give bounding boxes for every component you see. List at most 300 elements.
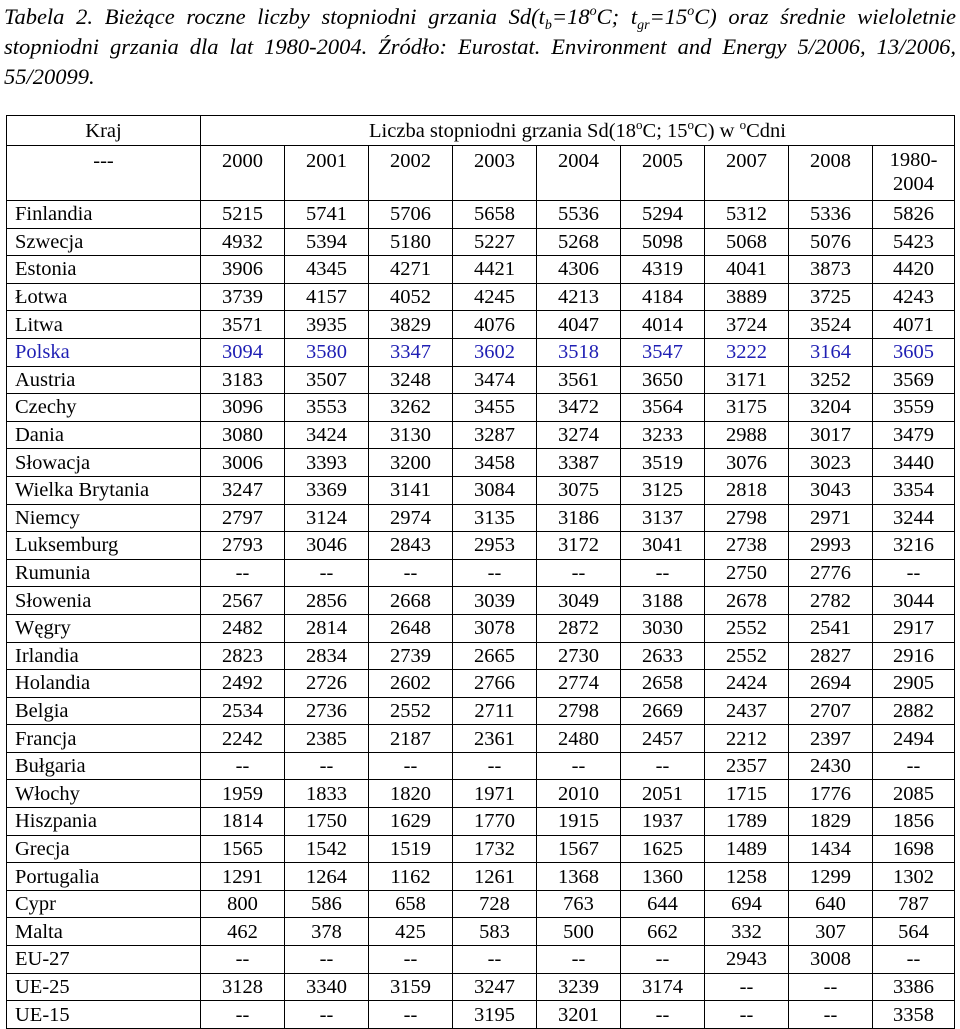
value-cell: -- [873, 946, 955, 974]
value-cell: 3559 [873, 394, 955, 422]
value-cell: 3188 [621, 587, 705, 615]
value-cell: 3080 [201, 421, 285, 449]
value-cell: 3171 [705, 366, 789, 394]
value-cell: 2051 [621, 780, 705, 808]
header-title-sup: o [687, 116, 695, 132]
country-cell: UE-15 [7, 1001, 201, 1029]
table-row [7, 504, 955, 532]
value-cell: 5336 [789, 201, 873, 229]
value-cell: 1162 [369, 863, 453, 891]
value-cell: 3602 [453, 338, 537, 366]
value-cell: 2567 [201, 587, 285, 615]
value-cell: 3455 [453, 394, 537, 422]
value-cell: 2856 [285, 587, 369, 615]
table-row [7, 808, 955, 836]
value-cell: 3386 [873, 973, 955, 1001]
value-cell: 3175 [705, 394, 789, 422]
caption-text: C; t [596, 4, 638, 29]
country-cell: Wielka Brytania [7, 476, 201, 504]
value-cell: -- [369, 1001, 453, 1029]
value-cell: 3164 [789, 338, 873, 366]
value-cell: 1291 [201, 863, 285, 891]
header-title-text: C) w [694, 119, 740, 142]
value-cell: 2678 [705, 587, 789, 615]
country-cell: Niemcy [7, 504, 201, 532]
value-cell: -- [873, 559, 955, 587]
value-cell: 5068 [705, 228, 789, 256]
value-cell: 2726 [285, 670, 369, 698]
value-cell: 787 [873, 890, 955, 918]
value-cell: 3393 [285, 449, 369, 477]
value-cell: -- [621, 752, 705, 780]
value-cell: 2782 [789, 587, 873, 615]
table-row [7, 311, 955, 339]
value-cell: 2774 [537, 670, 621, 698]
country-cell: Czechy [7, 394, 201, 422]
value-cell: 3204 [789, 394, 873, 422]
value-cell: 3017 [789, 421, 873, 449]
value-cell: 4047 [537, 311, 621, 339]
value-cell: 1519 [369, 835, 453, 863]
value-cell: 586 [285, 890, 369, 918]
value-cell: 2552 [369, 697, 453, 725]
value-cell: 5098 [621, 228, 705, 256]
value-cell: 3547 [621, 338, 705, 366]
value-cell: 3006 [201, 449, 285, 477]
value-cell: 3041 [621, 532, 705, 560]
country-cell: Estonia [7, 256, 201, 284]
value-cell: 3135 [453, 504, 537, 532]
value-cell: 2872 [537, 614, 621, 642]
value-cell: 5741 [285, 201, 369, 229]
country-cell: Irlandia [7, 642, 201, 670]
value-cell: 3440 [873, 449, 955, 477]
caption-superscript: o [589, 4, 597, 19]
value-cell: 1565 [201, 835, 285, 863]
year-header: 2004 [537, 146, 621, 201]
value-cell: -- [285, 752, 369, 780]
value-cell: -- [789, 973, 873, 1001]
value-cell: 2776 [789, 559, 873, 587]
value-cell: 5268 [537, 228, 621, 256]
value-cell: -- [453, 752, 537, 780]
value-cell: 2361 [453, 725, 537, 753]
table-row [7, 366, 955, 394]
table-row [7, 918, 955, 946]
value-cell: 2480 [537, 725, 621, 753]
value-cell: 3507 [285, 366, 369, 394]
value-cell: 4420 [873, 256, 955, 284]
value-cell: 3247 [201, 476, 285, 504]
value-cell: 5227 [453, 228, 537, 256]
value-cell: 3201 [537, 1001, 621, 1029]
value-cell: 1258 [705, 863, 789, 891]
value-cell: -- [201, 1001, 285, 1029]
caption-superscript: o [687, 4, 695, 19]
table-row [7, 201, 955, 229]
value-cell: 3094 [201, 338, 285, 366]
value-cell: -- [285, 559, 369, 587]
value-cell: 2482 [201, 614, 285, 642]
value-cell: 2648 [369, 614, 453, 642]
value-cell: 3128 [201, 973, 285, 1001]
value-cell: -- [201, 946, 285, 974]
header-row2-first: --- [7, 146, 201, 201]
header-title-sup: o [636, 116, 643, 132]
value-cell: 3008 [789, 946, 873, 974]
value-cell: 2917 [873, 614, 955, 642]
value-cell: 644 [621, 890, 705, 918]
country-cell: Polska [7, 338, 201, 366]
value-cell: 5294 [621, 201, 705, 229]
value-cell: 2457 [621, 725, 705, 753]
value-cell: 2818 [705, 476, 789, 504]
value-cell: 2798 [537, 697, 621, 725]
value-cell: 3174 [621, 973, 705, 1001]
value-cell: 3889 [705, 283, 789, 311]
value-cell: 2993 [789, 532, 873, 560]
value-cell: -- [285, 946, 369, 974]
value-cell: 1299 [789, 863, 873, 891]
value-cell: 3571 [201, 311, 285, 339]
value-cell: 2814 [285, 614, 369, 642]
value-cell: 1489 [705, 835, 789, 863]
table-row [7, 283, 955, 311]
value-cell: 5215 [201, 201, 285, 229]
value-cell: 3524 [789, 311, 873, 339]
value-cell: 2943 [705, 946, 789, 974]
value-cell: 3130 [369, 421, 453, 449]
value-cell: 5706 [369, 201, 453, 229]
table-row [7, 338, 955, 366]
value-cell: 378 [285, 918, 369, 946]
value-cell: 1937 [621, 808, 705, 836]
value-cell: 3358 [873, 1001, 955, 1029]
value-cell: -- [621, 946, 705, 974]
value-cell: 3239 [537, 973, 621, 1001]
value-cell: 1770 [453, 808, 537, 836]
value-cell: -- [621, 559, 705, 587]
value-cell: 3125 [621, 476, 705, 504]
table-row [7, 476, 955, 504]
heating-degree-days-table [6, 115, 955, 1029]
value-cell: 3159 [369, 973, 453, 1001]
value-cell: 1820 [369, 780, 453, 808]
table-row [7, 228, 955, 256]
value-cell: 1629 [369, 808, 453, 836]
table-caption [4, 2, 956, 92]
value-cell: 3873 [789, 256, 873, 284]
value-cell: 2010 [537, 780, 621, 808]
value-cell: 2738 [705, 532, 789, 560]
value-cell: 640 [789, 890, 873, 918]
value-cell: 4345 [285, 256, 369, 284]
value-cell: -- [705, 1001, 789, 1029]
country-cell: Austria [7, 366, 201, 394]
value-cell: 658 [369, 890, 453, 918]
value-cell: 1856 [873, 808, 955, 836]
value-cell: 2552 [705, 614, 789, 642]
value-cell: 500 [537, 918, 621, 946]
value-cell: -- [621, 1001, 705, 1029]
value-cell: 3244 [873, 504, 955, 532]
country-cell: Włochy [7, 780, 201, 808]
value-cell: 4184 [621, 283, 705, 311]
country-cell: Portugalia [7, 863, 201, 891]
value-cell: 3580 [285, 338, 369, 366]
value-cell: 3553 [285, 394, 369, 422]
value-cell: 2694 [789, 670, 873, 698]
table-row [7, 614, 955, 642]
value-cell: 3369 [285, 476, 369, 504]
value-cell: 3347 [369, 338, 453, 366]
value-cell: 1829 [789, 808, 873, 836]
caption-subscript: gr [637, 18, 650, 33]
value-cell: 2665 [453, 642, 537, 670]
value-cell: 3458 [453, 449, 537, 477]
country-cell: UE-25 [7, 973, 201, 1001]
value-cell: -- [873, 752, 955, 780]
value-cell: -- [201, 752, 285, 780]
value-cell: 1959 [201, 780, 285, 808]
country-cell: Malta [7, 918, 201, 946]
table-row [7, 697, 955, 725]
country-cell: Słowenia [7, 587, 201, 615]
value-cell: 2357 [705, 752, 789, 780]
value-cell: 4076 [453, 311, 537, 339]
value-cell: 3216 [873, 532, 955, 560]
year-header: 2003 [453, 146, 537, 201]
value-cell: -- [285, 1001, 369, 1029]
value-cell: -- [369, 752, 453, 780]
value-cell: 5536 [537, 201, 621, 229]
value-cell: 4421 [453, 256, 537, 284]
value-cell: 425 [369, 918, 453, 946]
value-cell: 3262 [369, 394, 453, 422]
value-cell: 2905 [873, 670, 955, 698]
value-cell: 1776 [789, 780, 873, 808]
year-header: 2001 [285, 146, 369, 201]
value-cell: 4319 [621, 256, 705, 284]
value-cell: 4245 [453, 283, 537, 311]
value-cell: 1360 [621, 863, 705, 891]
value-cell: 564 [873, 918, 955, 946]
value-cell: 2669 [621, 697, 705, 725]
value-cell: -- [453, 559, 537, 587]
country-cell: EU-27 [7, 946, 201, 974]
value-cell: 3252 [789, 366, 873, 394]
value-cell: 3183 [201, 366, 285, 394]
value-cell: 2988 [705, 421, 789, 449]
value-cell: 2534 [201, 697, 285, 725]
value-cell: -- [369, 946, 453, 974]
table-row [7, 587, 955, 615]
country-cell: Cypr [7, 890, 201, 918]
country-cell: Finlandia [7, 201, 201, 229]
value-cell: 4157 [285, 283, 369, 311]
value-cell: 2974 [369, 504, 453, 532]
value-cell: 2739 [369, 642, 453, 670]
value-cell: 3039 [453, 587, 537, 615]
value-cell: 2834 [285, 642, 369, 670]
value-cell: 2766 [453, 670, 537, 698]
table-row [7, 421, 955, 449]
header-title-sup: o [739, 116, 747, 132]
value-cell: -- [537, 946, 621, 974]
country-cell: Litwa [7, 311, 201, 339]
value-cell: 763 [537, 890, 621, 918]
year-header: 2008 [789, 146, 873, 201]
value-cell: 2397 [789, 725, 873, 753]
country-cell: Węgry [7, 614, 201, 642]
value-cell: 3274 [537, 421, 621, 449]
table-row [7, 532, 955, 560]
value-cell: 2602 [369, 670, 453, 698]
value-cell: 5312 [705, 201, 789, 229]
header-country: Kraj [7, 116, 201, 146]
value-cell: 3195 [453, 1001, 537, 1029]
value-cell: 3030 [621, 614, 705, 642]
table-row [7, 946, 955, 974]
value-cell: 3172 [537, 532, 621, 560]
value-cell: 2242 [201, 725, 285, 753]
table-row [7, 394, 955, 422]
value-cell: 2494 [873, 725, 955, 753]
value-cell: 4306 [537, 256, 621, 284]
caption-text: =18 [551, 4, 590, 29]
value-cell: 3424 [285, 421, 369, 449]
country-cell: Słowacja [7, 449, 201, 477]
table-row [7, 559, 955, 587]
value-cell: 1261 [453, 863, 537, 891]
table-body [7, 116, 955, 1029]
value-cell: 2552 [705, 642, 789, 670]
header-row [7, 116, 955, 146]
value-cell: 3387 [537, 449, 621, 477]
value-cell: 3044 [873, 587, 955, 615]
value-cell: 3340 [285, 973, 369, 1001]
value-cell: 3569 [873, 366, 955, 394]
value-cell: 2541 [789, 614, 873, 642]
value-cell: 4213 [537, 283, 621, 311]
value-cell: 1971 [453, 780, 537, 808]
value-cell: 2212 [705, 725, 789, 753]
value-cell: 2797 [201, 504, 285, 532]
country-cell: Holandia [7, 670, 201, 698]
year-header: 1980-2004 [873, 146, 955, 201]
value-cell: 3049 [537, 587, 621, 615]
value-cell: 3479 [873, 421, 955, 449]
value-cell: 2187 [369, 725, 453, 753]
value-cell: 2730 [537, 642, 621, 670]
value-cell: 1750 [285, 808, 369, 836]
value-cell: 3076 [705, 449, 789, 477]
year-header: 2007 [705, 146, 789, 201]
caption-text: C) oraz średnie wieloletnie stopniodni grzania dla lat 1980-2004. Źródło: Eurostat. Environment and Energy 5/2006, 13/2006, 55/20099. [4, 4, 956, 89]
table-row [7, 890, 955, 918]
value-cell: 3605 [873, 338, 955, 366]
value-cell: 2953 [453, 532, 537, 560]
value-cell: -- [537, 559, 621, 587]
value-cell: 4932 [201, 228, 285, 256]
value-cell: 5180 [369, 228, 453, 256]
value-cell: 1434 [789, 835, 873, 863]
value-cell: 4014 [621, 311, 705, 339]
value-cell: 1567 [537, 835, 621, 863]
value-cell: 5658 [453, 201, 537, 229]
value-cell: 3222 [705, 338, 789, 366]
table-row [7, 449, 955, 477]
value-cell: 3200 [369, 449, 453, 477]
value-cell: 2711 [453, 697, 537, 725]
value-cell: 4243 [873, 283, 955, 311]
table-row [7, 835, 955, 863]
value-cell: 3474 [453, 366, 537, 394]
header-title-text: C; 15 [642, 119, 688, 142]
value-cell: 5826 [873, 201, 955, 229]
value-cell: 2492 [201, 670, 285, 698]
value-cell: 2843 [369, 532, 453, 560]
header-title [201, 116, 955, 146]
value-cell: 3354 [873, 476, 955, 504]
value-cell: 2736 [285, 697, 369, 725]
value-cell: 662 [621, 918, 705, 946]
value-cell: 332 [705, 918, 789, 946]
country-cell: Szwecja [7, 228, 201, 256]
table-row [7, 752, 955, 780]
value-cell: 3518 [537, 338, 621, 366]
value-cell: 3137 [621, 504, 705, 532]
value-cell: 2424 [705, 670, 789, 698]
country-cell: Rumunia [7, 559, 201, 587]
value-cell: 583 [453, 918, 537, 946]
table-row [7, 780, 955, 808]
value-cell: 3247 [453, 973, 537, 1001]
value-cell: -- [705, 973, 789, 1001]
country-cell: Luksemburg [7, 532, 201, 560]
value-cell: 4052 [369, 283, 453, 311]
value-cell: 2633 [621, 642, 705, 670]
value-cell: 728 [453, 890, 537, 918]
value-cell: 3023 [789, 449, 873, 477]
value-cell: 4071 [873, 311, 955, 339]
table-row [7, 863, 955, 891]
value-cell: 694 [705, 890, 789, 918]
value-cell: 3046 [285, 532, 369, 560]
value-cell: 2793 [201, 532, 285, 560]
value-cell: 3725 [789, 283, 873, 311]
value-cell: 3078 [453, 614, 537, 642]
table-row [7, 973, 955, 1001]
country-cell: Francja [7, 725, 201, 753]
year-header-row [7, 146, 955, 201]
value-cell: 2827 [789, 642, 873, 670]
value-cell: 5423 [873, 228, 955, 256]
value-cell: 3248 [369, 366, 453, 394]
value-cell: 307 [789, 918, 873, 946]
value-cell: 3141 [369, 476, 453, 504]
value-cell: 1625 [621, 835, 705, 863]
value-cell: 2750 [705, 559, 789, 587]
year-header: 2005 [621, 146, 705, 201]
value-cell: 3739 [201, 283, 285, 311]
value-cell: 3906 [201, 256, 285, 284]
value-cell: 2971 [789, 504, 873, 532]
value-cell: 2658 [621, 670, 705, 698]
country-cell: Łotwa [7, 283, 201, 311]
value-cell: 1789 [705, 808, 789, 836]
table-row [7, 670, 955, 698]
